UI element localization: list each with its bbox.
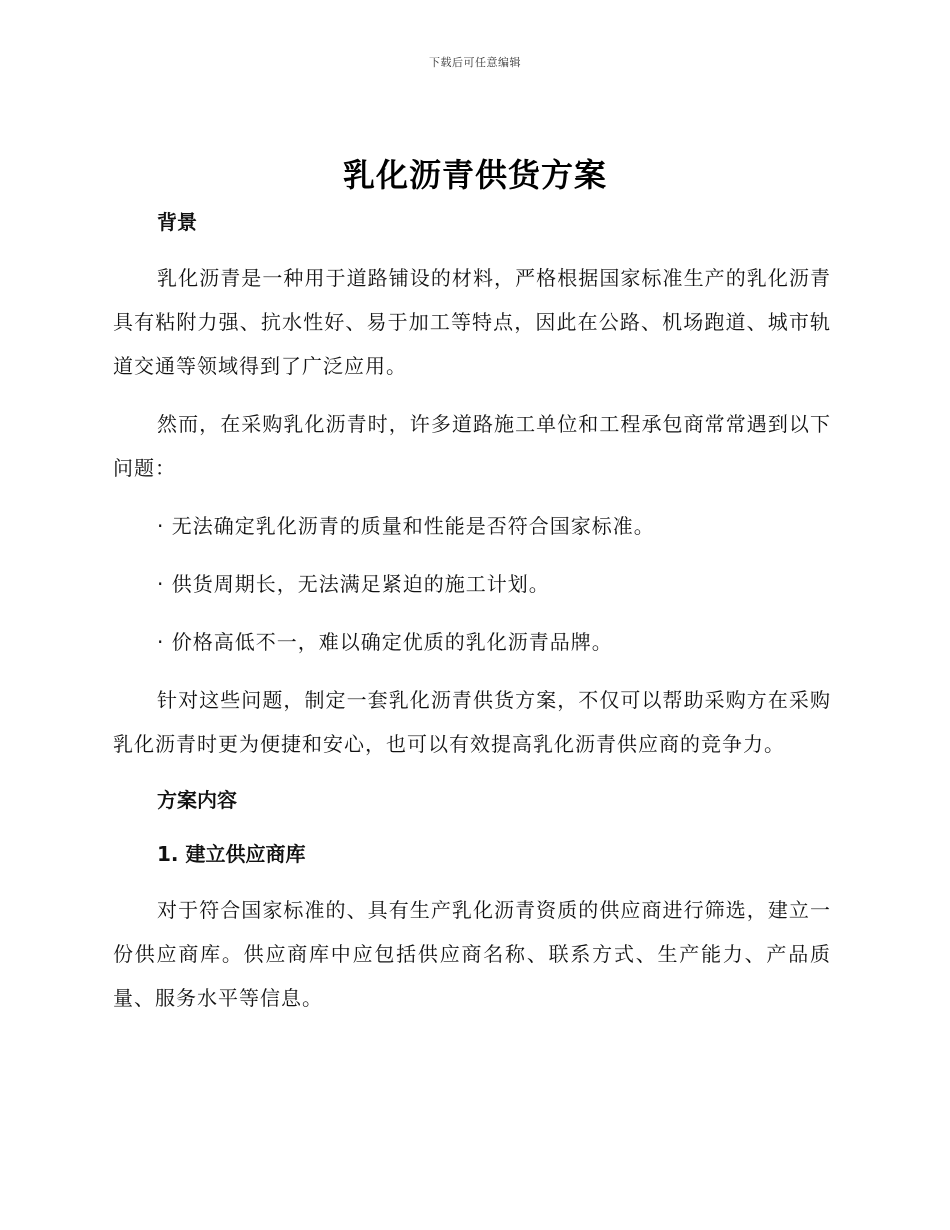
bullet-item: · 无法确定乳化沥青的质量和性能是否符合国家标准。 bbox=[157, 514, 655, 538]
section-heading-background: 背景 bbox=[157, 210, 197, 234]
subsection-heading-supplier-library: 1. 建立供应商库 bbox=[157, 842, 306, 866]
paragraph-purpose: 针对这些问题，制定一套乳化沥青供货方案，不仅可以帮助采购方在采购乳化沥青时更为便捷和安心，也可以有效提高乳化沥青供应商的竞争力。 bbox=[113, 688, 831, 756]
document-body bbox=[113, 202, 831, 1020]
section-heading-plan: 方案内容 bbox=[157, 788, 237, 812]
bullet-item: · 供货周期长，无法满足紧迫的施工计划。 bbox=[157, 572, 550, 596]
page-header-note: 下载后可任意编辑 bbox=[429, 56, 521, 69]
paragraph-problems: 然而，在采购乳化沥青时，许多道路施工单位和工程承包商常常遇到以下问题： bbox=[113, 412, 831, 480]
bullet-item: · 价格高低不一，难以确定优质的乳化沥青品牌。 bbox=[157, 630, 613, 654]
paragraph-intro: 乳化沥青是一种用于道路铺设的材料，严格根据国家标准生产的乳化沥青具有粘附力强、抗水性好、易于加工等特点，因此在公路、机场跑道、城市轨道交通等领域得到了广泛应用。 bbox=[113, 266, 831, 378]
paragraph-supplier-library: 对于符合国家标准的、具有生产乳化沥青资质的供应商进行筛选，建立一份供应商库。供应商库中应包括供应商名称、联系方式、生产能力、产品质量、服务水平等信息。 bbox=[113, 898, 831, 1010]
document-title: 乳化沥青供货方案 bbox=[342, 156, 607, 194]
